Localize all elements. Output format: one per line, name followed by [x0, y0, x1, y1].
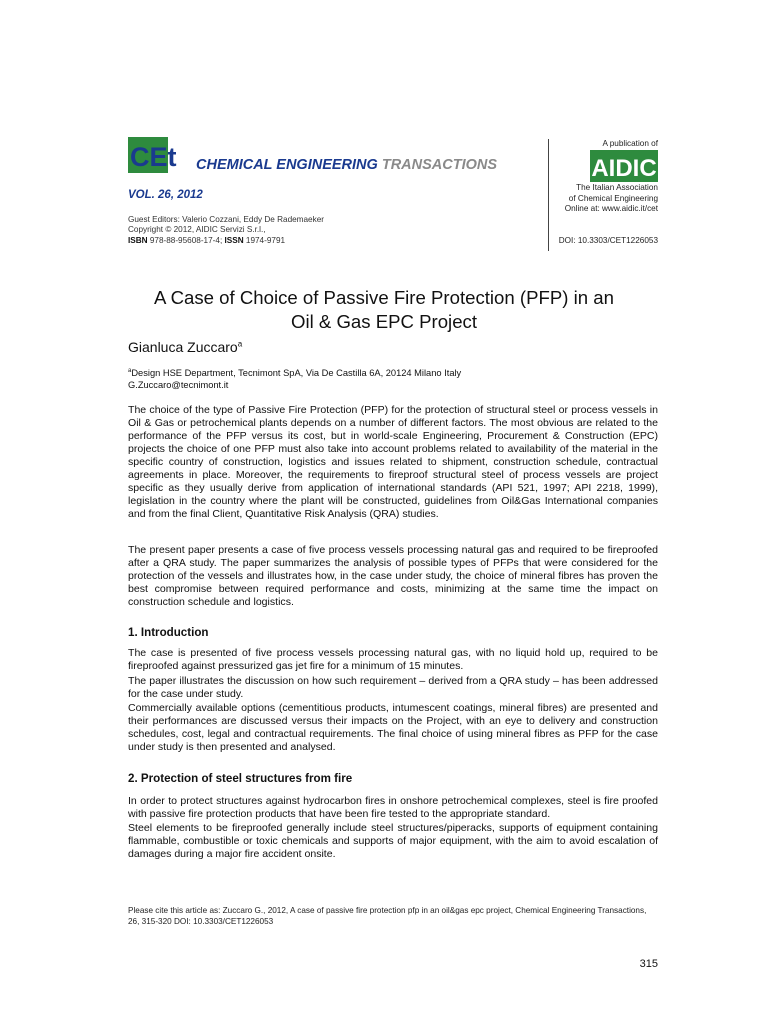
- association-info: [552, 183, 658, 215]
- cet-logo: [128, 137, 184, 173]
- assoc-line: of Chemical Engineering: [568, 193, 658, 203]
- journal-title-part2: TRANSACTIONS: [381, 157, 498, 173]
- abstract-paragraph-1: The choice of the type of Passive Fire Protection (PFP) for the protection of structural steel or process vessels in Oil & Gas or petrochemical plants depends on a number of different factors. The most obvious are related to the performance of the PFP versus its cost, but in world-scale Engineering, Procurement & Construction (EPC) projects the choice of one PFP must also take into account problems related to availability of the material in the specific country of construction, logistics and issues related to shipment, construction schedule, contractual agreements in place. Moreover, the requirements to fireproof structural steel of process vessels are project specific as they usually derive from application of international standards (API 521, 1997; API 2218, 1999), legislation in the country where the plant will be constructed, guidelines from Oil&Gas International companies and from the final Client, Quantitative Risk Analysis (QRA) studies.: [128, 404, 658, 520]
- copyright: Copyright © 2012, AIDIC Servizi S.r.l.,: [128, 225, 266, 235]
- header-divider: [548, 139, 549, 251]
- title-line: A Case of Choice of Passive Fire Protection (PFP) in an: [154, 287, 614, 308]
- aidic-logo-text: AIDIC: [591, 155, 657, 182]
- section-heading-protection: 2. Protection of steel structures from fire: [128, 772, 353, 785]
- journal-title-part1: CHEMICAL ENGINEERING: [196, 157, 378, 173]
- intro-paragraph-1: The case is presented of five process vessels processing natural gas, with no liquid hold up, required to be fireproofed against pressurized gas jet fire for a minimum of 15 minutes.: [128, 647, 658, 672]
- abstract-paragraph-2: The present paper presents a case of five process vessels processing natural gas and required to be fireproofed after a QRA study. The paper summarizes the analysis of possible types of PFPs that were considered for the protection of the vessels and illustrates how, in the case under study, the choice of mineral fibres has proven the best compromise between required performance and costs, minimizing at the same time the impact on construction schedule and logistics.: [128, 544, 658, 608]
- isbn-issn: ISBN 978-88-95608-17-4; ISSN 1974-9791: [128, 235, 286, 245]
- affiliation: $^a$Design HSE Department, Tecnimont SpA, Via De Castilla 6A, 20124 Milano Italy G.Zuccaro@tecnimont.it: [128, 368, 462, 391]
- publication-of: A publication of: [602, 139, 658, 148]
- section2-paragraph-1: In order to protect structures against hydrocarbon fires in onshore petrochemical complexes, steel is fire proofed with passive fire protection products that have been fire tested to the appropriate standard.: [128, 795, 658, 820]
- journal-title: [196, 157, 497, 173]
- citation-note: Please cite this article as: Zuccaro G., 2012, A case of passive fire protection pfp in an oil&gas epc project, Chemical Engineering Transactions, 26, 315-320 DOI: 10.3303/CET1226053: [128, 906, 647, 926]
- doi: DOI: 10.3303/CET1226053: [558, 236, 658, 245]
- volume-label: VOL. 26, 2012: [128, 189, 203, 201]
- intro-paragraph-3: Commercially available options (cementitious products, intumescent coatings, mineral fibres) are presented and their performances are discussed versus their impacts on the Project, with an eye to delivery and construction schedules, cost, legal and contractual requirements. The final choice of using mineral fibres as PFP for the case under study is then presented and analysed.: [128, 702, 658, 753]
- aidic-logo: [590, 150, 658, 182]
- paper-title: [110, 286, 658, 334]
- assoc-line: The Italian Association: [576, 183, 658, 192]
- intro-paragraph-2: The paper illustrates the discussion on how such requirement – derived from a QRA study – has been addressed for the case under study.: [128, 675, 658, 700]
- guest-editors: Guest Editors: Valerio Cozzani, Eddy De Rademaeker: [128, 215, 324, 224]
- author: Gianluca Zuccaro$^a$: [128, 339, 243, 355]
- author-email: G.Zuccaro@tecnimont.it: [128, 380, 229, 391]
- section-heading-introduction: 1. Introduction: [128, 626, 209, 639]
- assoc-website: Online at: www.aidic.it/cet: [564, 204, 658, 213]
- section2-paragraph-2: Steel elements to be fireproofed generally include steel structures/piperacks, supports of equipment containing flammable, combustible or toxic chemicals and supports of major equipment, with the aim to avoid escalation of damages during a major fire accident onsite.: [128, 822, 658, 860]
- cet-logo-text: CEt: [130, 142, 177, 172]
- editorial-info: [128, 215, 324, 246]
- title-line: Oil & Gas EPC Project: [291, 311, 477, 332]
- page-number: 315: [639, 958, 658, 970]
